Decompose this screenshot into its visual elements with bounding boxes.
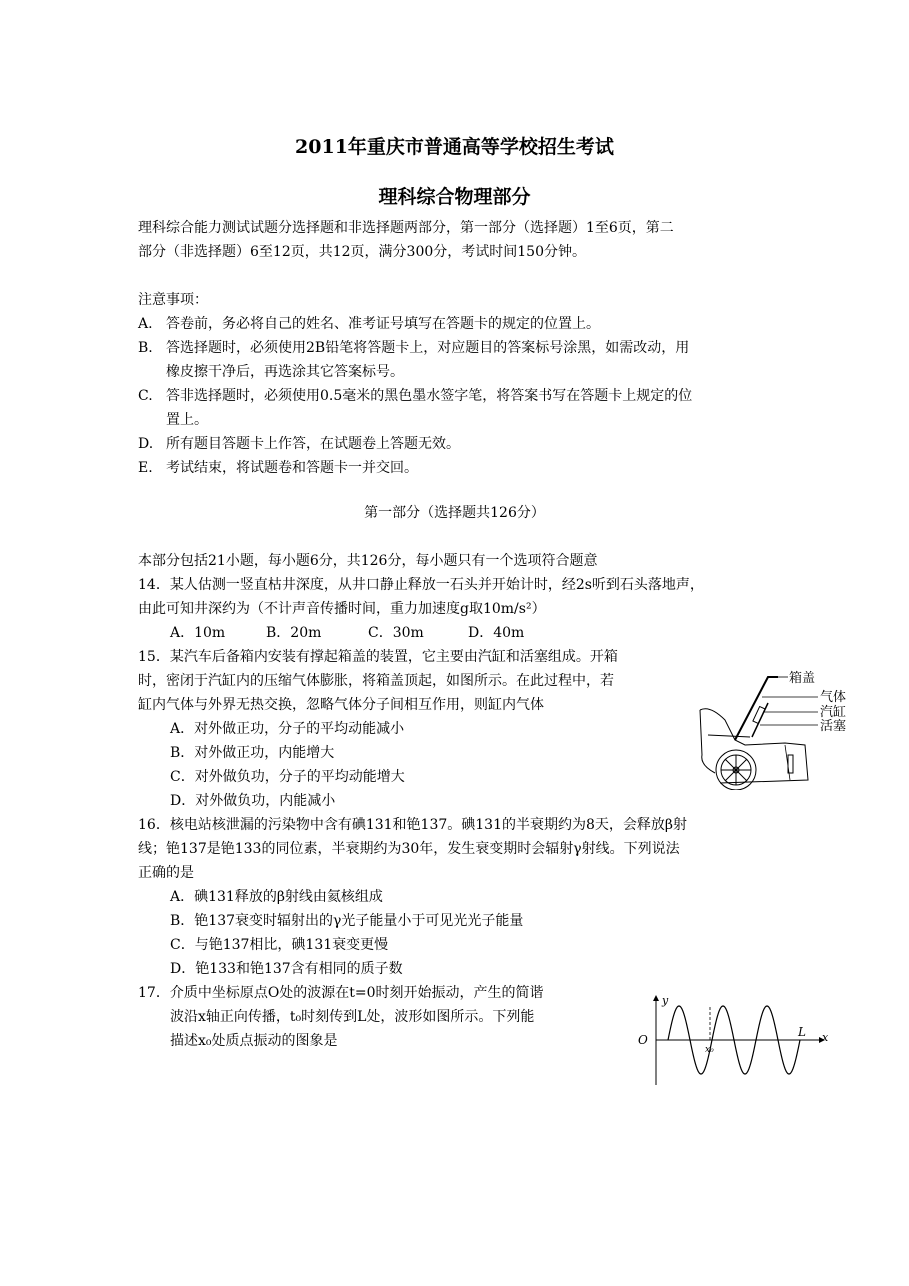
q14-option-d: D．40m: [468, 625, 525, 641]
section-heading: 第一部分（选择题共126分）: [364, 505, 545, 521]
q14-option-c: C．30m: [368, 625, 424, 641]
note-item-d: [138, 434, 460, 454]
q14-line-1: 14．某人估测一竖直枯井深度，从井口静止释放一石头并开始计时，经2s听到石头落地声，: [138, 577, 704, 593]
figure-label-cylinder: 汽缸: [820, 705, 847, 720]
q16-option-d: D．铯133和铯137含有相同的质子数: [170, 961, 403, 977]
x0-label: x₀: [705, 1045, 714, 1055]
note-item-c: [138, 386, 692, 406]
note-letter: D.: [138, 436, 154, 452]
note-item-a: [138, 314, 600, 334]
note-text: 答非选择题时，必须使用0.5毫米的黑色墨水签字笔，将答案书写在答题卡上规定的位: [166, 388, 693, 404]
q17-line-3: 描述x₀处质点振动的图象是: [170, 1033, 338, 1049]
exam-title: 2011年重庆市普通高等学校招生考试: [295, 136, 614, 158]
exam-subtitle: 理科综合物理部分: [378, 186, 531, 208]
q15-option-a: A．对外做正功，分子的平均动能减小: [170, 721, 405, 737]
note-text: 所有题目答题卡上作答，在试题卷上答题无效。: [166, 436, 460, 452]
note-text: 考试结束，将试题卷和答题卡一并交回。: [166, 460, 418, 476]
note-item-b: [138, 338, 689, 358]
origin-label: O: [638, 1033, 648, 1047]
q16-option-a: A．碘131释放的β射线由氦核组成: [170, 889, 383, 905]
x-axis-label: x: [822, 1031, 829, 1044]
note-letter: B.: [138, 340, 153, 356]
q16-line-2: 线；铯137是铯133的同位素，半衰期约为30年，发生衰变期时会辐射γ射线。下列说法: [138, 841, 680, 857]
q14-line-2: 由此可知井深约为（不计声音传播时间，重力加速度g取10m/s²）: [138, 601, 546, 617]
note-text-continued: 置上。: [166, 412, 208, 428]
wavefront-label: L: [798, 1025, 806, 1039]
q16-option-b: B．铯137衰变时辐射出的γ光子能量小于可见光光子能量: [170, 913, 524, 929]
q16-option-c: C．与铯137相比，碘131衰变更慢: [170, 937, 389, 953]
notes-heading: 注意事项：: [138, 292, 208, 308]
note-letter: A.: [138, 316, 153, 332]
q16-line-1: 16．核电站核泄漏的污染物中含有碘131和铯137。碘131的半衰期约为8天，会释放β射: [138, 817, 687, 833]
section-instruction: 本部分包括21小题，每小题6分，共126分，每小题只有一个选项符合题意: [138, 553, 598, 569]
y-axis-label: y: [662, 994, 669, 1007]
q15-line-2: 时，密闭于汽缸内的压缩气体膨胀，将箱盖顶起，如图所示。在此过程中，若: [138, 673, 614, 689]
note-text: 答选择题时，必须使用2B铅笔将答题卡上，对应题目的答案标号涂黑，如需改动，用: [166, 340, 690, 356]
q15-option-b: B．对外做正功，内能增大: [170, 745, 335, 761]
q14-options: [170, 623, 524, 643]
q15-option-c: C．对外做负功，分子的平均动能增大: [170, 769, 405, 785]
q15-option-d: D．对外做负功，内能减小: [170, 793, 336, 809]
note-item-e: [138, 458, 418, 478]
figure-label-gas: 气体: [820, 690, 847, 705]
q17-line-1: 17．介质中坐标原点O处的波源在t=0时刻开始振动，产生的简谐: [138, 985, 544, 1001]
q15-line-3: 缸内气体与外界无热交换，忽略气体分子间相互作用，则缸内气体: [138, 697, 544, 713]
note-text: 答卷前，务必将自己的姓名、准考证号填写在答题卡的规定的位置上。: [166, 316, 600, 332]
figure-label-lid: 箱盖: [789, 671, 816, 686]
figure-label-piston: 活塞: [820, 719, 847, 734]
wave-figure: [632, 990, 832, 1090]
q17-line-2: 波沿x轴正向传播，t₀时刻传到L处，波形如图所示。下列能: [170, 1009, 535, 1025]
q14-option-a: A．10m: [170, 625, 226, 641]
q14-option-b: B．20m: [266, 625, 322, 641]
q15-line-1: 15．某汽车后备箱内安装有撑起箱盖的装置，它主要由汽缸和活塞组成。开箱: [138, 649, 618, 665]
note-letter: E.: [138, 460, 153, 476]
note-text-continued: 橡皮擦干净后，再选涂其它答案标号。: [166, 364, 404, 380]
intro-line-2: 部分（非选择题）6至12页，共12页，满分300分，考试时间150分钟。: [138, 244, 586, 260]
intro-line-1: 理科综合能力测试试题分选择题和非选择题两部分，第一部分（选择题）1至6页，第二: [138, 220, 674, 236]
car-trunk-figure: [690, 665, 870, 790]
note-letter: C.: [138, 388, 153, 404]
q16-line-3: 正确的是: [138, 865, 194, 881]
